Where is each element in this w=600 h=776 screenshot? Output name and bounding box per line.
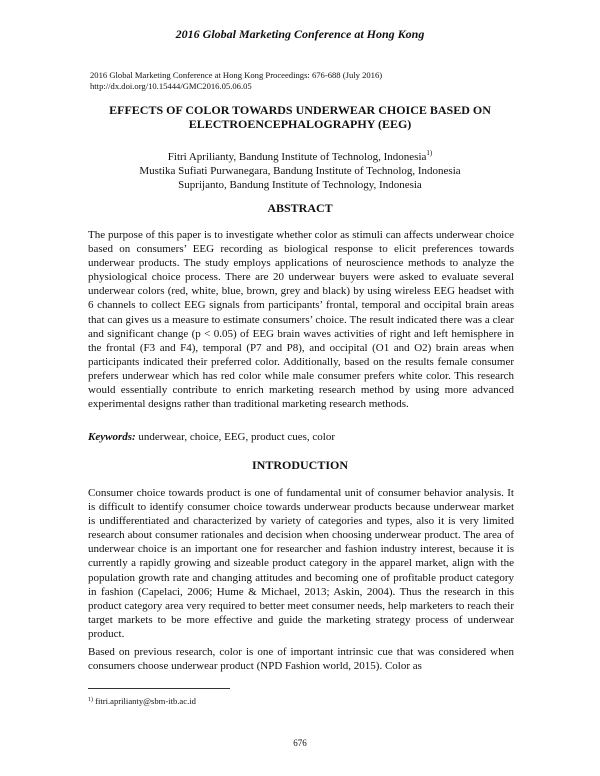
- footnote-mark: 1): [88, 697, 93, 703]
- introduction-paragraph-2: Based on previous research, color is one of important intrinsic cue that was considered when consumers choose underwear product (NPD Fashion world, 2015). Color as: [88, 646, 514, 673]
- author-1-name: Fitri Aprilianty, Bandung Institute of Technolog, Indonesia: [167, 151, 427, 163]
- author-2: Mustika Sufiati Purwanegara, Bandung Institute of Technolog, Indonesia: [139, 165, 461, 177]
- author-list: [90, 146, 510, 192]
- footnote: [88, 696, 196, 706]
- footnote-email: fitri.aprilianty@sbm-itb.ac.id: [93, 696, 196, 706]
- citation-block: [90, 70, 382, 92]
- author-1: [90, 146, 510, 164]
- keywords: [88, 431, 335, 443]
- title-line-2: ELECTROENCEPHALOGRAPHY (EEG): [188, 117, 412, 131]
- introduction-paragraph-1: Consumer choice towards product is one of fundamental unit of consumer behavior analysis. It is difficult to identify consumer choice towards underwear products because underwear market is undifferentiated and characterized by variety of categories and types, also it is very limited research about consumer rationales and decision when choosing underwear product. The area of underwear choice is an important one for researcher and fashion industry interest, because it is currently a rapidly growing and sizeable product category in the apparel market, align with the population growth rate and changing attitudes and becoming one of profitable product category in fashion (Capelaci, 2006; Hume & Michael, 2013; Askin, 2004). Thus the research in this product category area very required to better meet consumer needs, help marketers to reach their target markets to be more effective and guide the marketing strategy process of underwear product.: [88, 487, 514, 640]
- keywords-label: Keywords:: [88, 431, 136, 443]
- paper-title: [90, 103, 510, 131]
- abstract-heading: ABSTRACT: [267, 201, 333, 215]
- author-1-footnote-mark: 1): [426, 149, 433, 157]
- introduction-heading: INTRODUCTION: [251, 458, 348, 472]
- citation-doi: http://dx.doi.org/10.15444/GMC2016.05.06.05: [90, 81, 252, 91]
- page-number: 676: [293, 738, 307, 748]
- footnote-divider: [88, 688, 230, 689]
- abstract-text: The purpose of this paper is to investigate whether color as stimuli can affects underwear choice based on consumers’ EEG recording as biological response to elicit preferences towards underwear products. The study employs applications of neuroscience methods to analyze the physiological choice process. There are 20 underwear buyers were asked to evaluate several underwear colors (red, white, blue, brown, grey and black) by using wireless EEG headset with 6 channels to collect EEG signals from participants’ frontal, temporal and occipital brain areas that can gives us a measure to estimate consumers’ choice. The result indicated there was a clear and significant change (p < 0.05) of EEG brain waves activities of right and left hemisphere in the frontal (F3 and F4), temporal (P7 and P8), and occipital (O1 and O2) brain areas when participants indicated their preferred color. Additionally, based on the results female consumer prefers underwear which has red color while male consumer prefers white color. This research would essentially contribute to enrich marketing research method by using more advanced experimental designs rather than traditional marketing research methods.: [88, 229, 514, 411]
- title-line-1: EFFECTS OF COLOR TOWARDS UNDERWEAR CHOICE BASED ON: [109, 103, 491, 117]
- author-3: Suprijanto, Bandung Institute of Technology, Indonesia: [178, 179, 422, 191]
- citation-proceedings: 2016 Global Marketing Conference at Hong Kong Proceedings: 676-688 (July 2016): [90, 70, 383, 80]
- keywords-text: underwear, choice, EEG, product cues, color: [135, 431, 335, 443]
- running-header: 2016 Global Marketing Conference at Hong Kong: [175, 27, 425, 41]
